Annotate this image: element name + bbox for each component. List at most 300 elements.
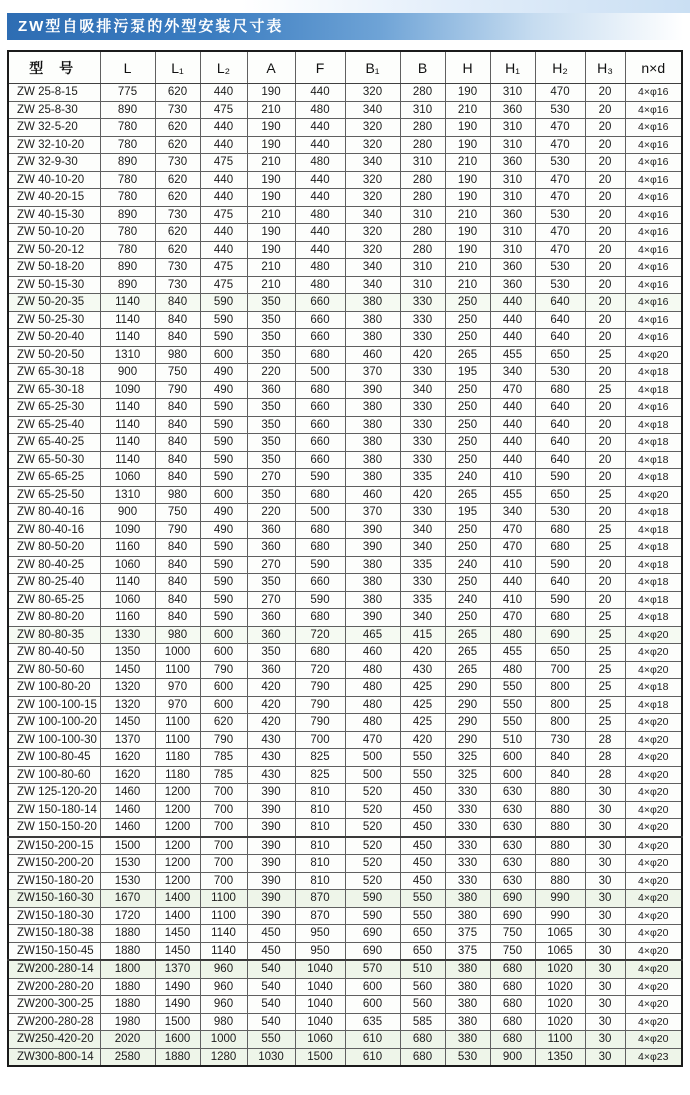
table-row — [8, 451, 682, 469]
value-cell: 1140 — [100, 329, 155, 347]
value-cell: 240 — [445, 556, 490, 574]
value-cell: 640 — [535, 434, 585, 452]
value-cell: 195 — [445, 504, 490, 522]
model-cell: ZW 80-65-25 — [8, 591, 100, 609]
value-cell: 330 — [400, 574, 445, 592]
value-cell: 840 — [155, 416, 200, 434]
model-cell: ZW 50-20-40 — [8, 329, 100, 347]
value-cell: 30 — [585, 1013, 625, 1031]
value-cell: 470 — [490, 539, 535, 557]
value-cell: 880 — [535, 837, 585, 855]
table-row — [8, 171, 682, 189]
value-cell: 900 — [100, 364, 155, 382]
value-cell: 700 — [200, 872, 247, 890]
value-cell: 630 — [490, 837, 535, 855]
value-cell: 460 — [345, 486, 400, 504]
value-cell: 750 — [155, 364, 200, 382]
value-cell: 265 — [445, 346, 490, 364]
value-cell: 800 — [535, 696, 585, 714]
value-cell: 440 — [490, 574, 535, 592]
model-cell: ZW300-800-14 — [8, 1048, 100, 1066]
value-cell: 550 — [490, 696, 535, 714]
value-cell: 350 — [247, 329, 295, 347]
value-cell: 470 — [345, 731, 400, 749]
value-cell: 340 — [400, 381, 445, 399]
value-cell: 380 — [445, 1013, 490, 1031]
table-row — [8, 504, 682, 522]
value-cell: 470 — [490, 521, 535, 539]
value-cell: 780 — [100, 241, 155, 259]
value-cell: 680 — [490, 996, 535, 1014]
value-cell: 440 — [295, 136, 345, 154]
value-cell: 310 — [400, 154, 445, 172]
value-cell: 560 — [400, 996, 445, 1014]
value-cell: 360 — [490, 101, 535, 119]
model-cell: ZW 80-40-25 — [8, 556, 100, 574]
model-cell: ZW150-200-15 — [8, 837, 100, 855]
value-cell: 390 — [247, 784, 295, 802]
model-cell: ZW 80-40-16 — [8, 521, 100, 539]
value-cell: 330 — [400, 329, 445, 347]
value-cell: 440 — [200, 171, 247, 189]
value-cell: 480 — [295, 206, 345, 224]
value-cell: 530 — [445, 1048, 490, 1066]
model-cell: ZW 100-100-20 — [8, 714, 100, 732]
value-cell: 890 — [100, 101, 155, 119]
table-row — [8, 837, 682, 855]
value-cell: 630 — [490, 872, 535, 890]
value-cell: 680 — [295, 346, 345, 364]
value-cell: 340 — [400, 609, 445, 627]
value-cell: 790 — [295, 696, 345, 714]
value-cell: 1200 — [155, 855, 200, 873]
value-cell: 680 — [490, 1013, 535, 1031]
value-cell: 320 — [345, 119, 400, 137]
value-cell: 250 — [445, 539, 490, 557]
value-cell: 25 — [585, 609, 625, 627]
value-cell: 20 — [585, 556, 625, 574]
value-cell: 440 — [490, 434, 535, 452]
value-cell: 730 — [155, 276, 200, 294]
value-cell: 700 — [200, 855, 247, 873]
value-cell: 390 — [345, 609, 400, 627]
value-cell: 20 — [585, 101, 625, 119]
value-cell: 450 — [400, 855, 445, 873]
nxd-cell: 4×φ20 — [625, 907, 682, 925]
value-cell: 420 — [400, 731, 445, 749]
value-cell: 1040 — [295, 996, 345, 1014]
value-cell: 550 — [490, 679, 535, 697]
value-cell: 600 — [200, 626, 247, 644]
value-cell: 540 — [247, 960, 295, 978]
value-cell: 630 — [490, 801, 535, 819]
value-cell: 190 — [445, 119, 490, 137]
table-row — [8, 978, 682, 996]
value-cell: 1160 — [100, 609, 155, 627]
value-cell: 780 — [100, 119, 155, 137]
value-cell: 480 — [295, 259, 345, 277]
nxd-cell: 4×φ20 — [625, 784, 682, 802]
nxd-cell: 4×φ18 — [625, 556, 682, 574]
value-cell: 775 — [100, 84, 155, 102]
value-cell: 390 — [247, 819, 295, 837]
value-cell: 840 — [155, 311, 200, 329]
value-cell: 660 — [295, 399, 345, 417]
value-cell: 330 — [400, 399, 445, 417]
model-cell: ZW 50-25-30 — [8, 311, 100, 329]
value-cell: 990 — [535, 907, 585, 925]
nxd-cell: 4×φ16 — [625, 224, 682, 242]
value-cell: 840 — [155, 469, 200, 487]
value-cell: 440 — [200, 189, 247, 207]
value-cell: 480 — [295, 154, 345, 172]
value-cell: 210 — [247, 276, 295, 294]
value-cell: 250 — [445, 434, 490, 452]
model-cell: ZW 50-10-20 — [8, 224, 100, 242]
nxd-cell: 4×φ20 — [625, 626, 682, 644]
value-cell: 190 — [247, 136, 295, 154]
table-row — [8, 434, 682, 452]
value-cell: 20 — [585, 504, 625, 522]
value-cell: 250 — [445, 451, 490, 469]
model-cell: ZW 65-25-50 — [8, 486, 100, 504]
value-cell: 420 — [400, 346, 445, 364]
model-cell: ZW 80-25-40 — [8, 574, 100, 592]
table-row — [8, 539, 682, 557]
value-cell: 640 — [535, 329, 585, 347]
value-cell: 1330 — [100, 626, 155, 644]
value-cell: 1200 — [155, 801, 200, 819]
value-cell: 810 — [295, 837, 345, 855]
table-row — [8, 136, 682, 154]
value-cell: 640 — [535, 574, 585, 592]
value-cell: 20 — [585, 241, 625, 259]
value-cell: 1800 — [100, 960, 155, 978]
value-cell: 950 — [295, 942, 345, 960]
value-cell: 350 — [247, 294, 295, 312]
value-cell: 30 — [585, 925, 625, 943]
value-cell: 640 — [535, 451, 585, 469]
value-cell: 780 — [100, 224, 155, 242]
value-cell: 1065 — [535, 942, 585, 960]
value-cell: 20 — [585, 574, 625, 592]
value-cell: 440 — [295, 224, 345, 242]
value-cell: 680 — [400, 1031, 445, 1049]
model-cell: ZW150-200-20 — [8, 855, 100, 873]
value-cell: 790 — [155, 521, 200, 539]
column-header: n×d — [625, 51, 682, 84]
value-cell: 325 — [445, 766, 490, 784]
table-row — [8, 556, 682, 574]
column-header: H — [445, 51, 490, 84]
value-cell: 280 — [400, 171, 445, 189]
nxd-cell: 4×φ18 — [625, 381, 682, 399]
value-cell: 810 — [295, 801, 345, 819]
value-cell: 310 — [490, 171, 535, 189]
value-cell: 440 — [490, 329, 535, 347]
value-cell: 25 — [585, 661, 625, 679]
value-cell: 1400 — [155, 907, 200, 925]
value-cell: 380 — [445, 907, 490, 925]
value-cell: 680 — [535, 609, 585, 627]
column-header: B₁ — [345, 51, 400, 84]
value-cell: 490 — [200, 521, 247, 539]
value-cell: 440 — [295, 84, 345, 102]
value-cell: 520 — [345, 819, 400, 837]
model-cell: ZW200-280-28 — [8, 1013, 100, 1031]
value-cell: 360 — [247, 609, 295, 627]
value-cell: 620 — [155, 171, 200, 189]
value-cell: 470 — [535, 119, 585, 137]
nxd-cell: 4×φ18 — [625, 416, 682, 434]
value-cell: 190 — [445, 136, 490, 154]
value-cell: 360 — [247, 626, 295, 644]
value-cell: 1160 — [100, 539, 155, 557]
value-cell: 780 — [100, 136, 155, 154]
value-cell: 490 — [200, 381, 247, 399]
column-header: H₃ — [585, 51, 625, 84]
value-cell: 210 — [247, 154, 295, 172]
table-row — [8, 259, 682, 277]
value-cell: 340 — [345, 276, 400, 294]
nxd-cell: 4×φ20 — [625, 486, 682, 504]
value-cell: 25 — [585, 381, 625, 399]
value-cell: 550 — [490, 714, 535, 732]
value-cell: 640 — [535, 294, 585, 312]
value-cell: 1460 — [100, 801, 155, 819]
value-cell: 425 — [400, 696, 445, 714]
value-cell: 330 — [445, 837, 490, 855]
value-cell: 250 — [445, 609, 490, 627]
value-cell: 390 — [345, 521, 400, 539]
value-cell: 270 — [247, 591, 295, 609]
value-cell: 190 — [445, 189, 490, 207]
table-row — [8, 749, 682, 767]
value-cell: 20 — [585, 276, 625, 294]
value-cell: 290 — [445, 696, 490, 714]
value-cell: 690 — [490, 907, 535, 925]
value-cell: 450 — [247, 942, 295, 960]
model-cell: ZW 32-10-20 — [8, 136, 100, 154]
value-cell: 335 — [400, 556, 445, 574]
value-cell: 680 — [295, 609, 345, 627]
value-cell: 30 — [585, 1031, 625, 1049]
value-cell: 340 — [490, 364, 535, 382]
value-cell: 790 — [200, 661, 247, 679]
value-cell: 25 — [585, 679, 625, 697]
value-cell: 700 — [535, 661, 585, 679]
value-cell: 960 — [200, 960, 247, 978]
value-cell: 590 — [200, 591, 247, 609]
nxd-cell: 4×φ20 — [625, 978, 682, 996]
value-cell: 440 — [490, 294, 535, 312]
value-cell: 380 — [345, 556, 400, 574]
value-cell: 630 — [490, 855, 535, 873]
model-cell: ZW 65-65-25 — [8, 469, 100, 487]
nxd-cell: 4×φ20 — [625, 890, 682, 908]
model-cell: ZW150-180-20 — [8, 872, 100, 890]
value-cell: 490 — [200, 364, 247, 382]
value-cell: 600 — [200, 644, 247, 662]
table-row — [8, 346, 682, 364]
column-header: B — [400, 51, 445, 84]
value-cell: 375 — [445, 942, 490, 960]
nxd-cell: 4×φ20 — [625, 837, 682, 855]
value-cell: 280 — [400, 224, 445, 242]
value-cell: 840 — [155, 609, 200, 627]
nxd-cell: 4×φ20 — [625, 1013, 682, 1031]
nxd-cell: 4×φ16 — [625, 276, 682, 294]
value-cell: 680 — [295, 539, 345, 557]
value-cell: 1320 — [100, 696, 155, 714]
value-cell: 880 — [535, 801, 585, 819]
value-cell: 250 — [445, 574, 490, 592]
model-cell: ZW250-420-20 — [8, 1031, 100, 1049]
value-cell: 380 — [345, 329, 400, 347]
value-cell: 440 — [490, 416, 535, 434]
value-cell: 265 — [445, 644, 490, 662]
value-cell: 25 — [585, 714, 625, 732]
table-row — [8, 329, 682, 347]
value-cell: 340 — [400, 521, 445, 539]
model-cell: ZW 150-150-20 — [8, 819, 100, 837]
value-cell: 640 — [535, 311, 585, 329]
nxd-cell: 4×φ16 — [625, 399, 682, 417]
value-cell: 20 — [585, 136, 625, 154]
value-cell: 20 — [585, 399, 625, 417]
table-row — [8, 1013, 682, 1031]
value-cell: 350 — [247, 574, 295, 592]
value-cell: 1140 — [100, 416, 155, 434]
nxd-cell: 4×φ16 — [625, 171, 682, 189]
value-cell: 530 — [535, 101, 585, 119]
value-cell: 1140 — [100, 399, 155, 417]
value-cell: 1500 — [100, 837, 155, 855]
nxd-cell: 4×φ20 — [625, 346, 682, 364]
value-cell: 810 — [295, 855, 345, 873]
value-cell: 680 — [295, 381, 345, 399]
value-cell: 250 — [445, 399, 490, 417]
value-cell: 970 — [155, 679, 200, 697]
value-cell: 690 — [345, 942, 400, 960]
value-cell: 790 — [295, 679, 345, 697]
nxd-cell: 4×φ20 — [625, 960, 682, 978]
value-cell: 1180 — [155, 766, 200, 784]
value-cell: 250 — [445, 381, 490, 399]
value-cell: 470 — [535, 224, 585, 242]
value-cell: 20 — [585, 311, 625, 329]
value-cell: 1040 — [295, 1013, 345, 1031]
value-cell: 280 — [400, 136, 445, 154]
value-cell: 20 — [585, 469, 625, 487]
table-row — [8, 801, 682, 819]
value-cell: 1100 — [200, 907, 247, 925]
table-row — [8, 591, 682, 609]
value-cell: 480 — [345, 661, 400, 679]
value-cell: 1450 — [100, 661, 155, 679]
value-cell: 785 — [200, 749, 247, 767]
value-cell: 350 — [247, 486, 295, 504]
value-cell: 350 — [247, 434, 295, 452]
table-row — [8, 1031, 682, 1049]
value-cell: 785 — [200, 766, 247, 784]
value-cell: 310 — [490, 119, 535, 137]
value-cell: 790 — [155, 381, 200, 399]
nxd-cell: 4×φ16 — [625, 84, 682, 102]
value-cell: 190 — [247, 119, 295, 137]
value-cell: 1100 — [155, 731, 200, 749]
value-cell: 1200 — [155, 872, 200, 890]
value-cell: 600 — [200, 696, 247, 714]
value-cell: 1500 — [295, 1048, 345, 1066]
table-header — [8, 51, 682, 84]
nxd-cell: 4×φ18 — [625, 591, 682, 609]
nxd-cell: 4×φ20 — [625, 714, 682, 732]
model-cell: ZW 80-50-60 — [8, 661, 100, 679]
value-cell: 840 — [155, 399, 200, 417]
nxd-cell: 4×φ20 — [625, 731, 682, 749]
value-cell: 840 — [535, 749, 585, 767]
value-cell: 440 — [295, 241, 345, 259]
value-cell: 590 — [535, 591, 585, 609]
value-cell: 590 — [200, 539, 247, 557]
value-cell: 190 — [445, 241, 490, 259]
value-cell: 25 — [585, 486, 625, 504]
value-cell: 220 — [247, 364, 295, 382]
value-cell: 530 — [535, 259, 585, 277]
value-cell: 1140 — [100, 311, 155, 329]
value-cell: 440 — [295, 189, 345, 207]
model-cell: ZW 80-80-35 — [8, 626, 100, 644]
value-cell: 310 — [400, 101, 445, 119]
value-cell: 810 — [295, 819, 345, 837]
value-cell: 590 — [200, 469, 247, 487]
table-row — [8, 907, 682, 925]
value-cell: 490 — [200, 504, 247, 522]
value-cell: 310 — [490, 136, 535, 154]
value-cell: 590 — [200, 434, 247, 452]
value-cell: 690 — [490, 890, 535, 908]
value-cell: 660 — [295, 416, 345, 434]
value-cell: 390 — [345, 381, 400, 399]
value-cell: 460 — [345, 644, 400, 662]
value-cell: 290 — [445, 714, 490, 732]
nxd-cell: 4×φ16 — [625, 206, 682, 224]
value-cell: 455 — [490, 346, 535, 364]
value-cell: 590 — [295, 469, 345, 487]
value-cell: 620 — [155, 119, 200, 137]
value-cell: 210 — [445, 101, 490, 119]
value-cell: 390 — [247, 872, 295, 890]
value-cell: 330 — [445, 855, 490, 873]
value-cell: 270 — [247, 556, 295, 574]
value-cell: 650 — [400, 942, 445, 960]
value-cell: 390 — [247, 890, 295, 908]
value-cell: 1320 — [100, 679, 155, 697]
value-cell: 1040 — [295, 978, 345, 996]
nxd-cell: 4×φ18 — [625, 451, 682, 469]
table-row — [8, 644, 682, 662]
value-cell: 590 — [200, 399, 247, 417]
value-cell: 590 — [200, 451, 247, 469]
value-cell: 350 — [247, 451, 295, 469]
value-cell: 600 — [490, 749, 535, 767]
nxd-cell: 4×φ20 — [625, 925, 682, 943]
table-row — [8, 189, 682, 207]
model-cell: ZW 50-20-12 — [8, 241, 100, 259]
value-cell: 700 — [200, 819, 247, 837]
table-row — [8, 364, 682, 382]
